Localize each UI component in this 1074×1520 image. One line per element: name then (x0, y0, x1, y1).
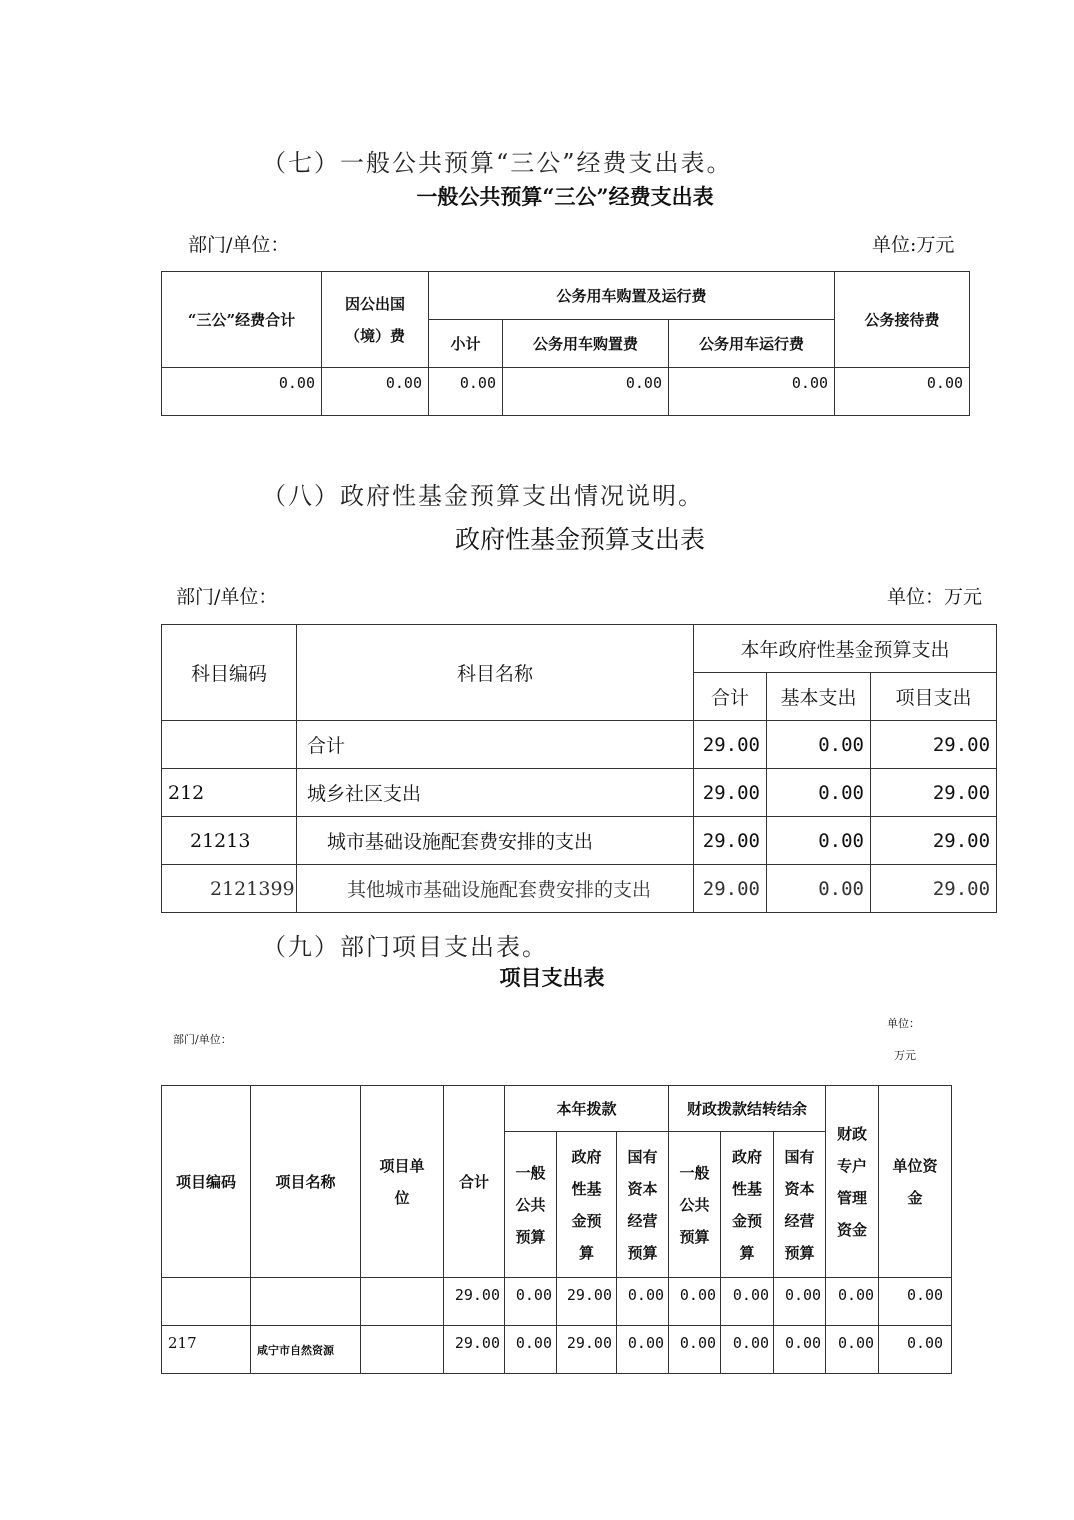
header-unit-line1: 项目单 (379, 1156, 425, 1175)
header-state-line: 预算 (627, 1243, 658, 1262)
header-fund-line: 性基 (571, 1179, 602, 1198)
header-total: 合计 (694, 673, 767, 721)
header-own-line: 金 (907, 1188, 923, 1207)
project-expense-table (161, 1085, 952, 1374)
section8-title: 政府性基金预算支出表 (454, 525, 705, 554)
header-state (617, 1132, 669, 1278)
header-fund-line: 金预 (571, 1211, 602, 1230)
header-own-line: 单位资 (892, 1156, 938, 1175)
header-fund-line: 政府 (732, 1147, 763, 1166)
header-total: “三公”经费合计 (162, 272, 322, 368)
header-fund-line: 政府 (571, 1147, 602, 1166)
header-abroad (322, 272, 429, 368)
header-state-line: 国有 (627, 1147, 658, 1166)
row-code (162, 721, 297, 769)
row-project: 29.00 (871, 769, 997, 817)
row-basic: 0.00 (767, 721, 871, 769)
table-row (162, 817, 997, 865)
table-row (162, 721, 997, 769)
header-general-line: 公共 (679, 1195, 710, 1214)
row-value: 0.00 (721, 1326, 774, 1374)
table-row (162, 368, 970, 416)
header-code: 科目编码 (162, 625, 297, 721)
row-total: 29.00 (694, 769, 767, 817)
header-state-line: 经营 (784, 1211, 815, 1230)
header-code: 项目编码 (162, 1086, 251, 1278)
section9-unit-label-2: 万元 (894, 1049, 916, 1062)
row-value: 0.00 (879, 1326, 952, 1374)
header-special-line: 专户 (837, 1156, 868, 1175)
header-special-line: 财政 (837, 1124, 868, 1143)
cell-reception: 0.00 (835, 368, 970, 416)
section7-title: 一般公共预算“三公”经费支出表 (416, 184, 714, 209)
header-general-line: 预算 (679, 1227, 710, 1246)
header-state-line: 资本 (627, 1179, 658, 1198)
header-total: 合计 (444, 1086, 505, 1278)
row-value: 0.00 (617, 1326, 669, 1374)
row-code (162, 1278, 251, 1326)
row-name (251, 1278, 361, 1326)
row-value: 0.00 (826, 1278, 879, 1326)
row-project: 29.00 (871, 865, 997, 913)
row-value: 0.00 (774, 1278, 826, 1326)
row-unit (361, 1326, 444, 1374)
header-subtotal: 小计 (429, 320, 503, 368)
table-row (162, 1326, 952, 1374)
row-value: 0.00 (879, 1278, 952, 1326)
three-public-expense-table (161, 271, 970, 416)
header-carry-state (774, 1132, 826, 1278)
row-basic: 0.00 (767, 769, 871, 817)
header-fund-line: 性基 (732, 1179, 763, 1198)
row-value: 0.00 (826, 1326, 879, 1374)
header-general-line: 一般 (515, 1163, 546, 1182)
cell-abroad: 0.00 (322, 368, 429, 416)
header-state-line: 经营 (627, 1211, 658, 1230)
header-abroad-line1: 因公出国 (344, 294, 405, 313)
row-value: 0.00 (505, 1326, 557, 1374)
header-name: 项目名称 (251, 1086, 361, 1278)
header-abroad-line2: （境）费 (344, 326, 405, 345)
section8-unit-label: 单位：万元 (887, 586, 983, 608)
row-project: 29.00 (871, 817, 997, 865)
section8-dept-label: 部门/单位： (176, 586, 278, 608)
row-value: 29.00 (557, 1326, 617, 1374)
header-general-line: 一般 (679, 1163, 710, 1182)
section9-unit-label: 单位： (887, 1017, 920, 1030)
row-value: 0.00 (669, 1278, 721, 1326)
row-value: 0.00 (774, 1326, 826, 1374)
header-special-line: 资金 (837, 1220, 868, 1239)
row-value: 29.00 (444, 1326, 505, 1374)
header-purchase: 公务用车购置费 (503, 320, 669, 368)
section9-title: 项目支出表 (499, 965, 605, 990)
table-row (162, 865, 997, 913)
row-unit (361, 1278, 444, 1326)
row-total: 29.00 (694, 721, 767, 769)
gov-fund-expense-table (161, 624, 997, 913)
header-general-line: 预算 (515, 1227, 546, 1246)
header-unit (361, 1086, 444, 1278)
row-project: 29.00 (871, 721, 997, 769)
row-code: 212 (162, 769, 297, 817)
header-group: 本年政府性基金预算支出 (694, 625, 997, 673)
header-fund (557, 1132, 617, 1278)
row-name: 城市基础设施配套费安排的支出 (297, 817, 694, 865)
row-value: 0.00 (721, 1278, 774, 1326)
section9-heading: （九）部门项目支出表。 (262, 933, 548, 961)
row-value: 0.00 (505, 1278, 557, 1326)
row-name: 咸宁市自然资源 (251, 1326, 361, 1374)
header-carryover-group: 财政拨款结转结余 (669, 1086, 826, 1132)
header-unit-line2: 位 (394, 1188, 410, 1207)
header-general-line: 公共 (515, 1195, 546, 1214)
header-fund-line: 金预 (732, 1211, 763, 1230)
row-value: 29.00 (444, 1278, 505, 1326)
row-name: 其他城市基础设施配套费安排的支出 (297, 865, 694, 913)
header-carry-general (669, 1132, 721, 1278)
row-name: 城乡社区支出 (297, 769, 694, 817)
row-code: 217 (162, 1326, 251, 1374)
table-row (162, 1278, 952, 1326)
section7-dept-label: 部门/单位： (188, 234, 290, 256)
table-row (162, 769, 997, 817)
header-general (505, 1132, 557, 1278)
row-value: 0.00 (617, 1278, 669, 1326)
section8-heading: （八）政府性基金预算支出情况说明。 (262, 482, 704, 510)
header-basic: 基本支出 (767, 673, 871, 721)
cell-operation: 0.00 (669, 368, 835, 416)
section7-unit-label: 单位:万元 (872, 234, 955, 256)
cell-total: 0.00 (162, 368, 322, 416)
header-operation: 公务用车运行费 (669, 320, 835, 368)
row-total: 29.00 (694, 865, 767, 913)
header-own (879, 1086, 952, 1278)
header-current-group: 本年拨款 (505, 1086, 669, 1132)
section7-heading: （七）一般公共预算“三公”经费支出表。 (262, 149, 733, 177)
row-basic: 0.00 (767, 865, 871, 913)
header-special (826, 1086, 879, 1278)
row-value: 29.00 (557, 1278, 617, 1326)
header-carry-fund (721, 1132, 774, 1278)
header-state-line: 预算 (784, 1243, 815, 1262)
cell-purchase: 0.00 (503, 368, 669, 416)
header-state-line: 资本 (784, 1179, 815, 1198)
section9-dept-label: 部门/单位： (173, 1033, 232, 1046)
header-vehicle-group: 公务用车购置及运行费 (429, 272, 835, 320)
header-fund-line: 算 (739, 1243, 755, 1262)
header-project: 项目支出 (871, 673, 997, 721)
row-value: 0.00 (669, 1326, 721, 1374)
header-state-line: 国有 (784, 1147, 815, 1166)
header-special-line: 管理 (837, 1188, 868, 1207)
row-code: 21213 (162, 817, 297, 865)
header-fund-line: 算 (578, 1243, 594, 1262)
cell-subtotal: 0.00 (429, 368, 503, 416)
row-basic: 0.00 (767, 817, 871, 865)
row-name: 合计 (297, 721, 694, 769)
row-code: 2121399 (162, 865, 297, 913)
header-reception: 公务接待费 (835, 272, 970, 368)
row-total: 29.00 (694, 817, 767, 865)
header-name: 科目名称 (297, 625, 694, 721)
